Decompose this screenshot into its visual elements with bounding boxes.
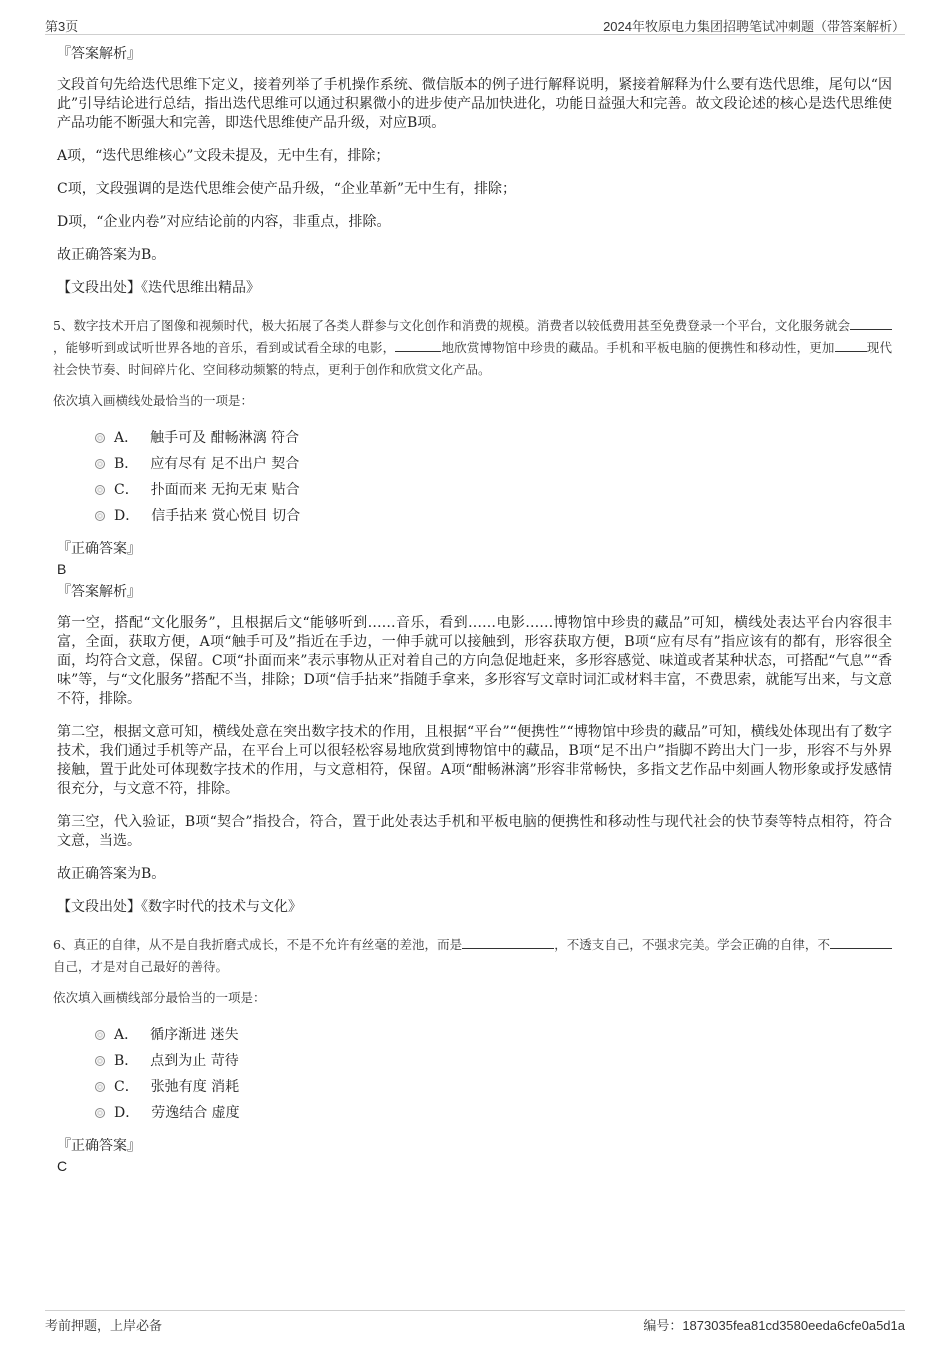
analysis-paragraph: 文段首句先给迭代思维下定义，接着列举了手机操作系统、微信版本的例子进行解释说明，紧接着解释为什么要有迭代思维，尾句以“因此”引导结论进行总结，指出迭代思维可以通过积累微小的进步使产品加快进化，功能日益强大和完善。故文段论述的核心是迭代思维使产品功能不断强大和完善，即迭代思维使产品升级，对应B项。: [57, 77, 892, 131]
radio-icon[interactable]: [95, 1030, 105, 1040]
option-c[interactable]: C． 扑面而来 无拘无束 贴合: [95, 477, 892, 503]
passage-source: 【文段出处】《数字时代的技术与文化》: [57, 899, 302, 915]
option-b[interactable]: B． 应有尽有 足不出户 契合: [95, 451, 892, 477]
fill-blank: [462, 934, 554, 949]
fill-blank: [830, 934, 892, 949]
radio-icon[interactable]: [95, 1108, 105, 1118]
radio-icon[interactable]: [95, 433, 105, 443]
analysis-paragraph: 第一空，搭配“文化服务”，且根据后文“能够听到……音乐，看到……电影……博物馆中珍贵的藏品”可知，横线处表达平台内容很丰富，全面，获取方便，A项“触手可及”指近在手边，一伸手就可以接触到，形容获取方便，B项“应有尽有”指应该有的都有，形容很全面，均符合文意，保留。C项“扑面而来”表示事物从正对着自己的方向急促地赶来，多形容感觉、味道或者某种状态，可搭配“气息”“香味”等，与“文化服务”搭配不当，排除；D项“信手拈来”指随手拿来，多形容写文章时词汇或材料丰富，不费思索，就能写出来，与文意不符，排除。: [57, 615, 892, 707]
analysis-label: 『答案解析』: [57, 584, 141, 600]
option-list: [57, 1022, 892, 1126]
page-header: [45, 14, 905, 35]
passage-source: 【文段出处】《迭代思维出精品》: [57, 280, 260, 296]
analysis-paragraph: A项，“迭代思维核心”文段未提及，无中生有，排除；: [57, 148, 390, 164]
question-stem: 5、数字技术开启了图像和视频时代，极大拓展了各类人群参与文化创作和消费的规模。消费者以较低费用甚至免费登录一个平台，文化服务就会，能够听到或试听世界各地的音乐，看到或试看全球的电影， 地欣赏博物馆中珍贵的藏品。手机和平板电脑的便携性和移动性，更加 现代社会快节奏、时间碎片化、空间移动频繁的特点，更利于创作和欣赏文化产品。: [53, 315, 892, 381]
analysis-conclusion: 故正确答案为B。: [57, 866, 166, 882]
correct-answer: B: [57, 561, 67, 577]
fill-blank: [835, 337, 867, 352]
option-d[interactable]: D． 劳逸结合 虚度: [95, 1100, 892, 1126]
option-a[interactable]: A． 触手可及 酣畅淋漓 符合: [95, 425, 892, 451]
document-title: 2024年牧原电力集团招聘笔试冲刺题（带答案解析）: [603, 19, 905, 34]
radio-icon[interactable]: [95, 485, 105, 495]
page-number: 第3页: [45, 19, 79, 34]
page-footer: [45, 1310, 905, 1335]
option-a[interactable]: A． 循序渐进 迷失: [95, 1022, 892, 1048]
question-instruction: 依次填入画横线部分最恰当的一项是：: [53, 990, 266, 1005]
analysis-paragraph: D项，“企业内卷”对应结论前的内容，非重点，排除。: [57, 214, 391, 230]
option-list: [57, 425, 892, 529]
fill-blank: [850, 315, 892, 330]
analysis-conclusion: 故正确答案为B。: [57, 247, 166, 263]
radio-icon[interactable]: [95, 459, 105, 469]
correct-answer: C: [57, 1158, 68, 1174]
question-4-analysis: [57, 44, 892, 298]
option-c[interactable]: C． 张弛有度 消耗: [95, 1074, 892, 1100]
footer-slogan: 考前押题，上岸必备: [45, 1319, 163, 1334]
question-instruction: 依次填入画横线处最恰当的一项是：: [53, 393, 254, 408]
radio-icon[interactable]: [95, 511, 105, 521]
question-5: [53, 315, 892, 917]
analysis-paragraph: 第三空，代入验证，B项“契合”指投合，符合，置于此处表达手机和平板电脑的便携性和移动性与现代社会的快节奏等特点相符，符合文意，当选。: [57, 814, 892, 849]
option-d[interactable]: D． 信手拈来 赏心悦目 切合: [95, 503, 892, 529]
analysis-label: 『答案解析』: [57, 46, 141, 62]
page-content: [53, 44, 892, 1179]
correct-answer-label: 『正确答案』: [57, 1138, 141, 1154]
document-id: 编号：1873035fea81cd3580eeda6cfe0a5d1a: [643, 1318, 905, 1333]
question-6: [53, 934, 892, 1176]
radio-icon[interactable]: [95, 1056, 105, 1066]
analysis-paragraph: 第二空，根据文意可知，横线处意在突出数字技术的作用，且根据“平台”“便携性”“博物馆中珍贵的藏品”可知，横线处体现出有了数字技术，我们通过手机等产品，在平台上可以很轻松容易地欣赏到博物馆中的藏品，B项“足不出户”指脚不跨出大门一步，形容不与外界接触，置于此处可体现数字技术的作用，与文意相符，保留。A项“酣畅淋漓”形容非常畅快，多指文艺作品中刻画人物形象或抒发感情很充分，与文意不符，排除。: [57, 724, 892, 797]
correct-answer-label: 『正确答案』: [57, 541, 141, 557]
option-b[interactable]: B． 点到为止 苛待: [95, 1048, 892, 1074]
fill-blank: [395, 337, 441, 352]
analysis-paragraph: C项，文段强调的是迭代思维会使产品升级，“企业革新”无中生有，排除；: [57, 181, 517, 197]
radio-icon[interactable]: [95, 1082, 105, 1092]
question-stem: 6、真正的自律，从不是自我折磨式成长，不是不允许有丝毫的差池，而是 ，不透支自己，不强求完美。学会正确的自律，不自己，才是对自己最好的善待。: [53, 934, 892, 978]
